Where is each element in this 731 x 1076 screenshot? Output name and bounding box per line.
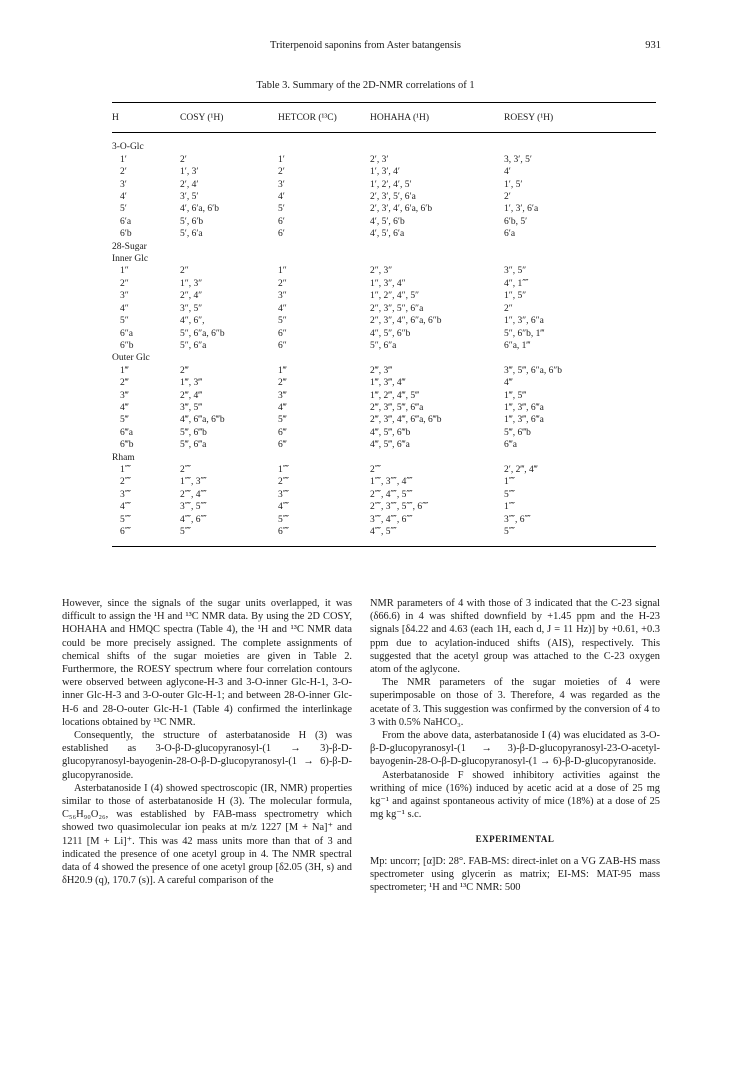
table-cell: 5⁗ (278, 514, 290, 525)
table-row (112, 439, 656, 451)
table-cell: 1′, 5′ (504, 179, 523, 190)
table-cell: 1′ (278, 154, 285, 165)
column-header: HETCOR (¹³C) (278, 113, 337, 123)
table-cell: 2‴ (120, 378, 129, 389)
table-cell: 2′ (504, 192, 511, 203)
table-cell: 2″, 3″, 5″, 6″a (370, 303, 424, 314)
table-cell: 5′, 6′b (180, 216, 204, 227)
table-cell: 1‴, 3‴, 6‴a (504, 415, 544, 426)
table-cell: 4″ (120, 303, 129, 314)
paragraph: Asterbatanoside F showed inhibitory activities against the writhing of mice (16%) induced by acetic acid at a dose of 25 mg kg⁻¹ and against spontaneous activity of mice (18%) at a dose of 25 mg kg⁻¹ s.c. (370, 769, 660, 821)
table-cell: 6′ (278, 229, 285, 240)
table-cell: 6‴ (278, 440, 287, 451)
table-cell: 4‴, 6‴a, 6‴b (180, 415, 225, 426)
table-cell: 6‴ (278, 427, 287, 438)
table-cell: 1′, 3′, 6′a (504, 204, 539, 215)
table-cell: 1‴, 2‴, 4‴, 5‴ (370, 390, 420, 401)
table-row (112, 166, 656, 178)
table-cell: 2‴ (278, 378, 287, 389)
table-cell: 5‴, 6‴b (180, 427, 207, 438)
table-cell: 3″, 5″ (504, 266, 527, 277)
table-cell: 4‴ (504, 378, 513, 389)
table-cell: 3′ (278, 179, 285, 190)
table-cell: 1⁗ (504, 502, 516, 513)
table-cell: 3′, 5′ (180, 192, 199, 203)
table-cell: 1″, 5″ (504, 291, 527, 302)
table-cell: 3⁗ (120, 489, 132, 500)
table-cell: 2′ (120, 167, 127, 178)
table-caption: Table 3. Summary of the 2D-NMR correlations of 1 (256, 80, 475, 91)
table-cell: 3‴, 5‴ (180, 402, 203, 413)
table-cell: 5″, 6″a, 6″b (180, 328, 225, 339)
table-cell: 2′ (278, 167, 285, 178)
table-group-row (112, 253, 656, 265)
table-cell: 2⁗ (370, 464, 382, 475)
table-cell: 6″a, 1‴ (504, 340, 531, 351)
table-cell: 6⁗ (120, 527, 132, 537)
table-cell: 2⁗, 3⁗, 5⁗, 6⁗ (370, 502, 429, 513)
table-cell: 1′, 3′, 4′ (370, 167, 400, 178)
table-row (112, 427, 656, 439)
table-cell: 6″b (120, 340, 134, 351)
table-cell: 1‴, 5‴ (504, 390, 527, 401)
table-cell: 5′, 6′a (180, 229, 203, 240)
table-header-row (112, 103, 656, 133)
table-cell: 6‴a (504, 440, 517, 451)
table-cell: 1″, 3″, 6″a (504, 316, 544, 327)
table-row (112, 265, 656, 277)
table-row (112, 464, 656, 476)
table-row (112, 365, 656, 377)
table-cell: 4′, 5′, 6′a (370, 229, 405, 240)
table-body (112, 133, 656, 547)
table-cell: 2⁗ (120, 477, 132, 488)
table-row (112, 328, 656, 340)
table-cell: 2″ (180, 266, 189, 277)
table-cell: 6′b (120, 229, 132, 240)
table-cell: 6′b, 5′ (504, 216, 528, 227)
table-cell: 2″ (278, 278, 287, 289)
table-cell: 5‴ (120, 415, 129, 426)
table-cell: 1″, 3″, 4″ (370, 278, 406, 289)
table-cell: 1‴ (278, 365, 287, 376)
table-cell: 2″, 3″ (370, 266, 393, 277)
table-cell: 4‴, 5‴, 6‴b (370, 427, 411, 438)
page-number: 931 (645, 40, 661, 51)
table-cell: 3″, 5″ (180, 303, 203, 314)
table-cell: 6″ (278, 340, 287, 351)
table-cell: 2′ (180, 154, 187, 165)
table-cell: 6″ (278, 328, 287, 339)
table-row (112, 476, 656, 488)
table-cell: 3⁗, 6⁗ (504, 514, 531, 525)
table-cell: 3, 3′, 5′ (504, 154, 532, 165)
table-row (112, 514, 656, 526)
table-cell: 4′ (120, 192, 127, 203)
table-row (112, 526, 656, 547)
paragraph: Mp: uncorr; [α]D: 28°. FAB-MS: direct-inlet on a VG ZAB-HS mass spectrometer using glycerin as matrix; EI-MS: MAT-95 mass spectrometer; ¹H and ¹³C NMR: 500 (370, 855, 660, 894)
group-label: Rham (112, 452, 135, 463)
table-row (112, 154, 656, 166)
table-cell: 3‴ (120, 390, 129, 401)
paragraph: However, since the signals of the sugar units overlapped, it was difficult to assign the ¹H and ¹³C NMR data. By using the 2D COSY, HOHAHA and HMQC spectra (Table 4), the ¹H and ¹³C NMR data could be more precisely assigned. The complete assignments of chemical shifts of the sugar moieties are given in Table 2. Furthermore, the ROESY spectrum where four correlation contours were observed between aglycone-H-3 and 3-O-inner Glc-H-1, 3-O-inner Glc-H-3 and 3-O-outer Glc-H-1; and between 28-O-inner Glc-H-6 and 28-O-outer Glc-H-1 (Table 4) confirmed the interlinkage locations obtained by ¹³C NMR. (62, 598, 352, 728)
table-cell: 4″, 1⁗ (504, 278, 529, 289)
table-cell: 3′ (120, 179, 127, 190)
table-cell: 4⁗ (278, 502, 290, 513)
table-cell: 5⁗ (180, 527, 192, 537)
table-cell: 2‴ (180, 365, 189, 376)
table-row (112, 501, 656, 513)
table-cell: 6⁗ (278, 527, 290, 537)
table-cell: 2‴, 3‴, 4‴, 6‴a, 6‴b (370, 415, 442, 426)
table-cell: 6′ (278, 216, 285, 227)
group-label: 3-O-Glc (112, 142, 144, 153)
column-header: H (112, 113, 119, 123)
table-cell: 2⁗ (278, 477, 290, 488)
table-cell: 5″, 6″b, 1‴ (504, 328, 545, 339)
table-cell: 2″ (120, 278, 129, 289)
table-cell: 1⁗ (504, 477, 516, 488)
table-cell: 4‴ (278, 402, 287, 413)
table-cell: 2″ (504, 303, 513, 314)
table-cell: 4‴ (120, 402, 129, 413)
table-cell: 4′, 6′a, 6′b (180, 204, 219, 215)
table-row (112, 216, 656, 228)
paragraph: The NMR parameters of the sugar moieties of 4 were superimposable on those of 3. Therefore, 4 was regarded as the acetate of 3. This suggestion was confirmed by the conversion of 4 to 3 with 0.5% NaHCO₃. (370, 677, 660, 728)
table-cell: 5″ (120, 316, 129, 327)
table-row (112, 278, 656, 290)
table-row (112, 402, 656, 414)
paragraph: Asterbatanoside I (4) showed spectroscopic (IR, NMR) properties similar to those of asterbatanoside H (3). The molecular formula, C₅₆H₉₀O₂₆, was established by FAB-mass spectrometry which showed two quasimolecular ion peaks at m/z 1227 [M + Na]⁺ and 1211 [M + Li]⁺. This was 42 mass units more than that of 3 and indicated the presence of one acetyl group in 4. The NMR spectral data of 4 showed the presence of one acetyl group [δ2.05 (3H, s) and δH20.9 (q), 170.7 (s)]. A careful comparison of the (62, 782, 352, 887)
column-header: COSY (¹H) (180, 113, 224, 123)
table-cell: 3‴ (278, 390, 287, 401)
table-cell: 3″ (120, 291, 129, 302)
table-cell: 1′, 2′, 4′, 5′ (370, 179, 412, 190)
section-heading: EXPERIMENTAL (475, 834, 555, 845)
table-row (112, 377, 656, 389)
table-cell: 2‴, 3‴ (370, 365, 393, 376)
table-cell: 2‴, 4‴ (180, 390, 203, 401)
table-cell: 4″, 5″, 6″b (370, 328, 411, 339)
table-cell: 5′ (120, 204, 127, 215)
table-cell: 1⁗, 3⁗ (180, 477, 207, 488)
body-text-right-column (370, 597, 660, 894)
table-group-row (112, 241, 656, 253)
table-cell: 5‴, 6‴b (504, 427, 531, 438)
table-cell: 1‴, 3‴ (180, 378, 203, 389)
table-cell: 2‴, 3‴, 5‴, 6‴a (370, 402, 424, 413)
table-cell: 5″, 6″a (180, 340, 207, 351)
table-cell: 2′, 3′, 4′, 6′a, 6′b (370, 204, 433, 215)
table-row (112, 340, 656, 352)
table-cell: 5⁗ (120, 514, 132, 525)
table-cell: 2″, 4″ (180, 291, 203, 302)
table-cell: 6′a (120, 216, 132, 227)
table-cell: 3″ (278, 291, 287, 302)
paragraph: NMR parameters of 4 with those of 3 indicated that the C-23 signal (δ66.6) in 4 was shifted downfield by +1.45 ppm and the H-23 signals [δ4.22 and 4.63 (each 1H, each d, J = 11 Hz)] by +0.61, +0.3 ppm due to acylation-induced shifts (AIS), respectively. This suggested that the acetyl group was attached to the C-23 oxygen atom of the aglycone. (370, 598, 660, 676)
table-cell: 2′, 2‴, 4‴ (504, 464, 538, 475)
table-cell: 4″ (278, 303, 287, 314)
table-cell: 5⁗ (504, 527, 516, 537)
table-cell: 4⁗, 6⁗ (180, 514, 207, 525)
table-cell: 3⁗ (278, 489, 290, 500)
table-row (112, 303, 656, 315)
table-row (112, 489, 656, 501)
table-cell: 1″, 3″ (180, 278, 203, 289)
paragraph: From the above data, asterbatanoside I (4) was elucidated as 3-O-β-D-glucopyranosyl-(1 → 3)-β-D-glucopyranosyl-23-O-acetyl-bayogenin-28-O-β-D-glucopyranosyl-(1 → 6)-β-D-glucopyranoside. (370, 730, 660, 768)
table-cell: 3⁗, 5⁗ (180, 502, 207, 513)
table-cell: 5‴ (278, 415, 287, 426)
running-title: Triterpenoid saponins from Aster batangensis (270, 40, 461, 51)
table-cell: 6‴a (120, 427, 133, 438)
table-cell: 4⁗, 5⁗ (370, 527, 397, 537)
table-cell: 1‴, 3‴, 4‴ (370, 378, 406, 389)
table-cell: 1⁗, 3⁗, 4⁗ (370, 477, 413, 488)
table-row (112, 414, 656, 426)
table-cell: 2′, 4′ (180, 179, 199, 190)
table-cell: 1′, 3′ (180, 167, 199, 178)
nmr-correlation-table (112, 102, 656, 547)
table-cell: 1⁗ (120, 464, 132, 475)
table-row (112, 315, 656, 327)
table-cell: 1′ (120, 154, 127, 165)
table-cell: 2′, 3′, 5′, 6′a (370, 192, 416, 203)
table-cell: 5″, 6″a (370, 340, 397, 351)
column-header: HOHAHA (¹H) (370, 113, 430, 123)
table-cell: 2⁗ (180, 464, 192, 475)
table-row (112, 390, 656, 402)
table-cell: 4⁗ (120, 502, 132, 513)
table-cell: 2⁗, 4⁗ (180, 489, 207, 500)
table-row (112, 179, 656, 191)
group-label: Outer Glc (112, 353, 150, 364)
table-cell: 5″ (278, 316, 287, 327)
body-text-left-column (62, 597, 352, 887)
table-cell: 2″, 3″, 4″, 6″a, 6″b (370, 316, 442, 327)
table-group-row (112, 452, 656, 464)
table-cell: 3⁗, 4⁗, 6⁗ (370, 514, 413, 525)
table-cell: 5⁗ (504, 489, 516, 500)
table-cell: 4′ (278, 192, 285, 203)
table-row (112, 290, 656, 302)
table-cell: 1⁗ (278, 464, 290, 475)
table-cell: 4″, 6″, (180, 316, 205, 327)
table-cell: 6′a (504, 229, 516, 240)
table-cell: 6″a (120, 328, 133, 339)
group-label: 28-Sugar (112, 241, 147, 252)
running-header (0, 40, 731, 58)
table-cell: 1″ (120, 266, 129, 277)
table-cell: 6‴b (120, 440, 134, 451)
table-cell: 1″ (278, 266, 287, 277)
table-cell: 2′, 3′ (370, 154, 389, 165)
paragraph: Consequently, the structure of asterbatanoside H (3) was established as 3-O-β-D-glucopyranosyl-(1 → 3)-β-D-glucopyranosyl-bayogenin-28-O-β-D-glucopyranosyl-(1 → 6)-β-D-glucopyranoside. (62, 730, 352, 781)
table-cell: 1‴ (120, 365, 129, 376)
table-cell: 1″, 2″, 4″, 5″ (370, 291, 420, 302)
table-cell: 1‴, 3‴, 6‴a (504, 402, 544, 413)
table-cell: 5′ (278, 204, 285, 215)
table-row (112, 203, 656, 215)
table-row (112, 191, 656, 203)
table-cell: 4′, 5′, 6′b (370, 216, 405, 227)
table-group-row (112, 352, 656, 364)
table-row (112, 228, 656, 240)
table-cell: 5‴, 6‴a (180, 440, 207, 451)
table-cell: 4‴, 5‴, 6‴a (370, 440, 410, 451)
column-header: ROESY (¹H) (504, 113, 554, 123)
group-label: Inner Glc (112, 254, 149, 265)
table-cell: 3‴, 5‴, 6″a, 6″b (504, 365, 563, 376)
table-cell: 4′ (504, 167, 511, 178)
table-group-row (112, 133, 656, 154)
table-cell: 2⁗, 4⁗, 5⁗ (370, 489, 413, 500)
